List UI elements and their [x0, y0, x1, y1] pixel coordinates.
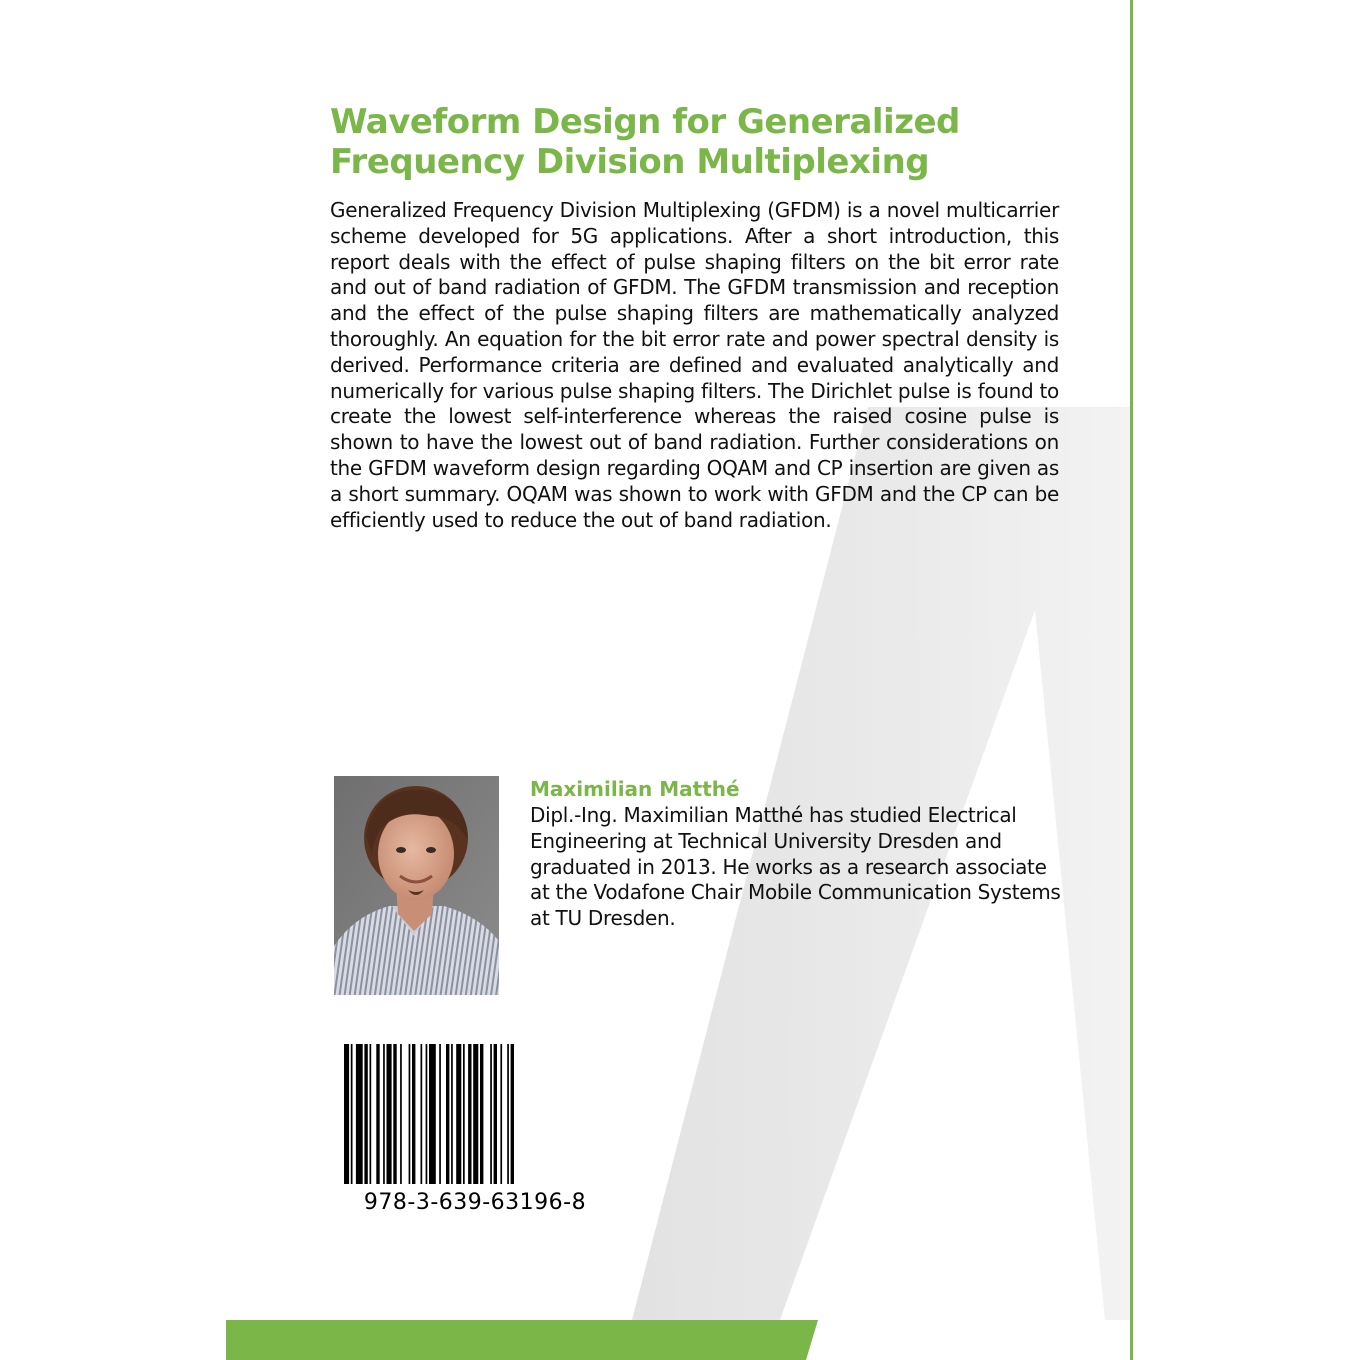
book-abstract: Generalized Frequency Division Multiplexing (GFDM) is a novel multicarrier scheme developed for 5G applications. After a short introduction, this report deals with the effect of pulse shaping filters on the bit error rate and out of band radiation of GFDM. The GFDM transmission and reception and the effect of the pulse shaping filters are mathematically analyzed thoroughly. An equation for the bit error rate and power spectral density is derived. Performance criteria are defined and evaluated analytically and numerically for various pulse shaping filters. The Dirichlet pulse is found to create the lowest self-interference whereas the raised cosine pulse is shown to have the lowest out of band radiation. Further considerations on the GFDM waveform design regarding OQAM and CP insertion are given as a short summary. OQAM was shown to work with GFDM and the CP can be efficiently used to reduce the out of band radiation.: [330, 198, 1059, 532]
barcode-bar: [439, 1044, 441, 1184]
barcode-bar: [364, 1044, 367, 1184]
book-title: Waveform Design for Generalized Frequency Division Multiplexing: [330, 102, 960, 182]
barcode-bar: [344, 1044, 349, 1184]
barcode-bar: [500, 1044, 502, 1184]
barcode-bar: [507, 1044, 509, 1184]
author-name: Maximilian Matthé: [530, 777, 740, 801]
barcode-bar: [511, 1044, 514, 1184]
barcode-bar: [473, 1044, 478, 1184]
barcode-bar: [451, 1044, 453, 1184]
barcode-bars: [344, 1044, 606, 1184]
barcode-bar: [456, 1044, 461, 1184]
barcode-bar: [490, 1044, 492, 1184]
barcode-bar: [409, 1044, 411, 1184]
barcode-bar: [446, 1044, 449, 1184]
barcode-bar: [412, 1044, 415, 1184]
barcode-bar: [426, 1044, 428, 1184]
barcode-bar: [429, 1044, 436, 1184]
barcode-bar: [421, 1044, 423, 1184]
barcode-bar: [468, 1044, 471, 1184]
barcode-bar: [400, 1044, 402, 1184]
barcode-bar: [351, 1044, 353, 1184]
author-bio: Dipl.-Ing. Maximilian Matthé has studied Electrical Engineering at Technical University Dresden and graduated in 2013. He works as a research associate at the Vodafone Chair Mobile Communication Systems at TU Dresden.: [530, 803, 1061, 931]
barcode-bar: [494, 1044, 497, 1184]
barcode-bar: [393, 1044, 396, 1184]
barcode-bar: [376, 1044, 379, 1184]
barcode-bar: [383, 1044, 385, 1184]
barcode-bar: [387, 1044, 392, 1184]
barcode-bar: [463, 1044, 465, 1184]
author-portrait-photo: [334, 776, 499, 995]
barcode-bar: [356, 1044, 363, 1184]
barcode-bar: [370, 1044, 372, 1184]
isbn-number: 978-3-639-63196-8: [363, 1190, 587, 1215]
barcode-bar: [480, 1044, 483, 1184]
isbn-barcode: [330, 1030, 620, 1225]
